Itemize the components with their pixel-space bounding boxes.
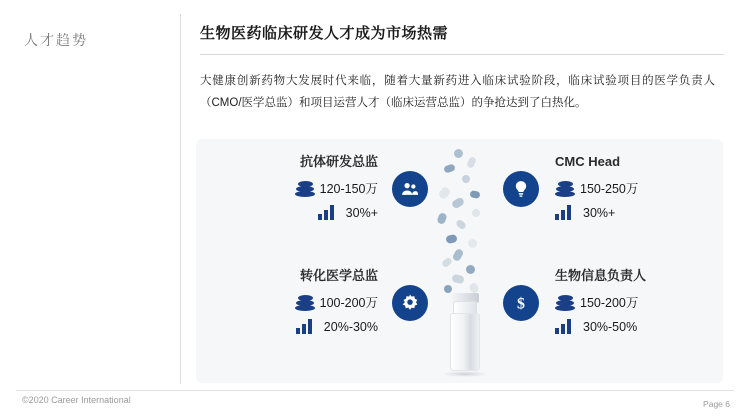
section-label: 人才趋势 xyxy=(24,32,88,48)
role-growth xyxy=(551,319,711,334)
role-salary-value: 100-200万 xyxy=(319,296,378,310)
role-growth xyxy=(551,205,711,220)
coins-icon xyxy=(295,180,317,197)
page-number: Page 6 xyxy=(703,399,730,409)
coins-icon xyxy=(555,180,577,197)
bar-chart-icon xyxy=(555,205,571,220)
role-growth-value: 30%+ xyxy=(583,205,616,220)
role-growth-value: 30%+ xyxy=(345,205,378,220)
role-block-2 xyxy=(551,153,711,220)
svg-text:$: $ xyxy=(517,295,525,313)
role-growth-value: 20%-30% xyxy=(323,319,378,334)
role-salary xyxy=(551,179,711,197)
coins-icon xyxy=(555,294,577,311)
role-growth xyxy=(222,205,382,220)
pill-bottle-illustration xyxy=(424,143,504,379)
role-salary-value: 120-150万 xyxy=(319,182,378,196)
role-salary xyxy=(222,179,382,197)
title-divider xyxy=(200,54,724,55)
bar-chart-icon xyxy=(318,205,334,220)
lightbulb-icon xyxy=(503,171,539,207)
copyright-text: ©2020 Career International xyxy=(22,395,131,405)
role-salary xyxy=(551,293,711,311)
role-title: 抗体研发总监 xyxy=(299,154,378,169)
roles-card xyxy=(196,139,723,383)
role-growth-value: 30%-50% xyxy=(583,319,638,334)
coins-icon xyxy=(295,294,317,311)
gear-icon xyxy=(392,285,428,321)
bar-chart-icon xyxy=(555,319,571,334)
dollar-icon xyxy=(503,285,539,321)
role-salary xyxy=(222,293,382,311)
role-block-3 xyxy=(551,267,711,334)
bar-chart-icon xyxy=(296,319,312,334)
bottle-shadow xyxy=(442,371,488,377)
role-title: 生物信息负责人 xyxy=(555,268,647,283)
role-title: CMC Head xyxy=(555,154,621,169)
vertical-divider xyxy=(180,14,181,384)
bottle-body xyxy=(450,313,480,371)
role-salary-value: 150-250万 xyxy=(580,182,639,196)
role-salary-value: 150-200万 xyxy=(580,296,639,310)
role-block-1 xyxy=(222,267,382,334)
people-icon xyxy=(392,171,428,207)
footer-divider xyxy=(16,390,734,391)
page-title: 生物医药临床研发人才成为市场热需 xyxy=(200,25,449,42)
role-block-0 xyxy=(222,153,382,220)
role-title: 转化医学总监 xyxy=(299,268,378,283)
body-paragraph: 大健康创新药物大发展时代来临，随着大量新药进入临床试验阶段，临床试验项目的医学负责人（CMO/医学总监）和项目运营人才（临床运营总监）的争抢达到了白热化。 xyxy=(200,75,715,109)
role-growth xyxy=(222,319,382,334)
